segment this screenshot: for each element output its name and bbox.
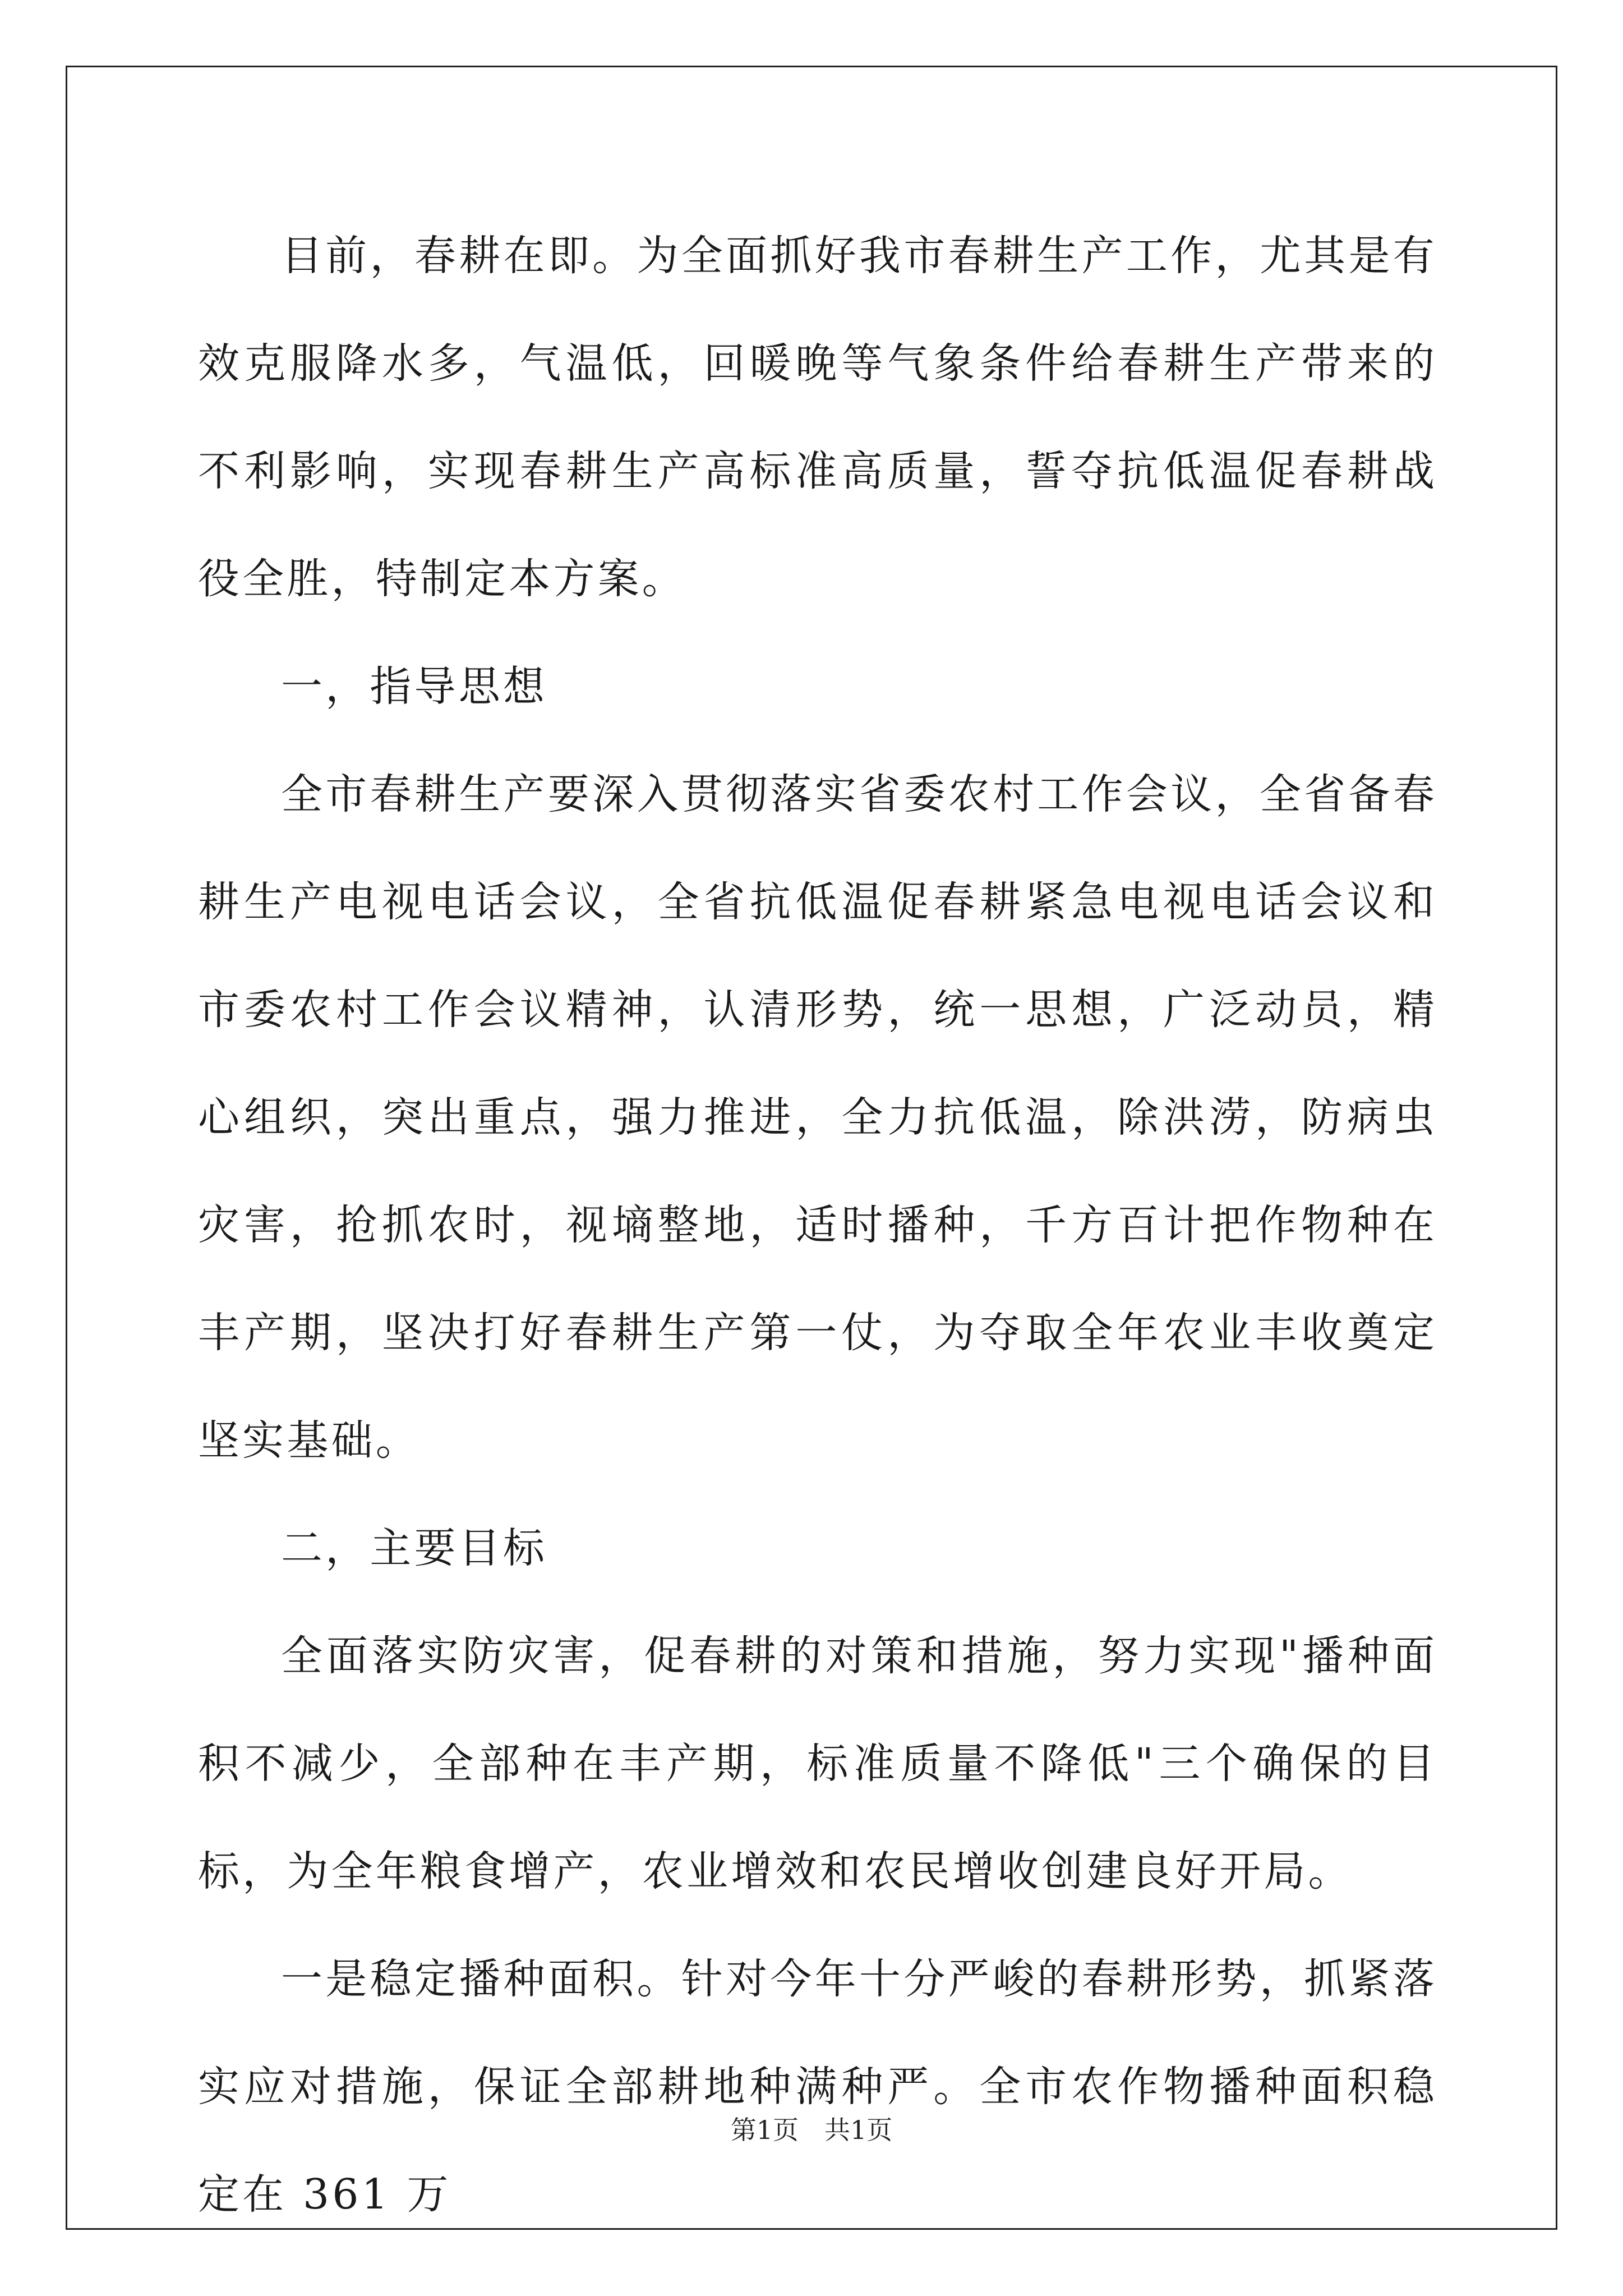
document-body — [198, 202, 1437, 2248]
page-total: 共1页 — [824, 2115, 893, 2145]
page-footer — [0, 2113, 1623, 2147]
paragraph-main-goals: 全面落实防灾害，促春耕的对策和措施，努力实现"播种面积不减少，全部种在丰产期，标准质量不降低"三个确保的目标，为全年粮食增产，农业增效和农民增收创建良好开局。 — [198, 1632, 1437, 1895]
section-heading-main-goals: 二，主要目标 — [281, 1524, 548, 1572]
paragraph-guiding-ideology: 全市春耕生产要深入贯彻落实省委农村工作会议，全省备春耕生产电视电话会议，全省抗低温促春耕紧急电视电话会议和市委农村工作会议精神，认清形势，统一思想，广泛动员，精心组织，突出重点，强力推进，全力抗低温，除洪涝，防病虫灾害，抢抓农时，视墒整地，适时播种，千方百计把作物种在丰产期，坚决打好春耕生产第一仗，为夺取全年农业丰收奠定坚实基础。 — [198, 770, 1437, 1465]
section-heading-guiding-ideology: 一，指导思想 — [281, 662, 548, 711]
page-number: 第1页 — [730, 2115, 799, 2145]
paragraph-intro: 目前，春耕在即。为全面抓好我市春耕生产工作，尤其是有效克服降水多，气温低，回暖晚等气象条件给春耕生产带来的不利影响，实现春耕生产高标准高质量，誓夺抗低温促春耕战役全胜，特制定本方案。 — [198, 232, 1437, 603]
paragraph-sowing-area: 一是稳定播种面积。针对今年十分严峻的春耕形势，抓紧落实应对措施，保证全部耕地种满种严。全市农作物播种面积稳定在 361 万 — [198, 1955, 1437, 2219]
